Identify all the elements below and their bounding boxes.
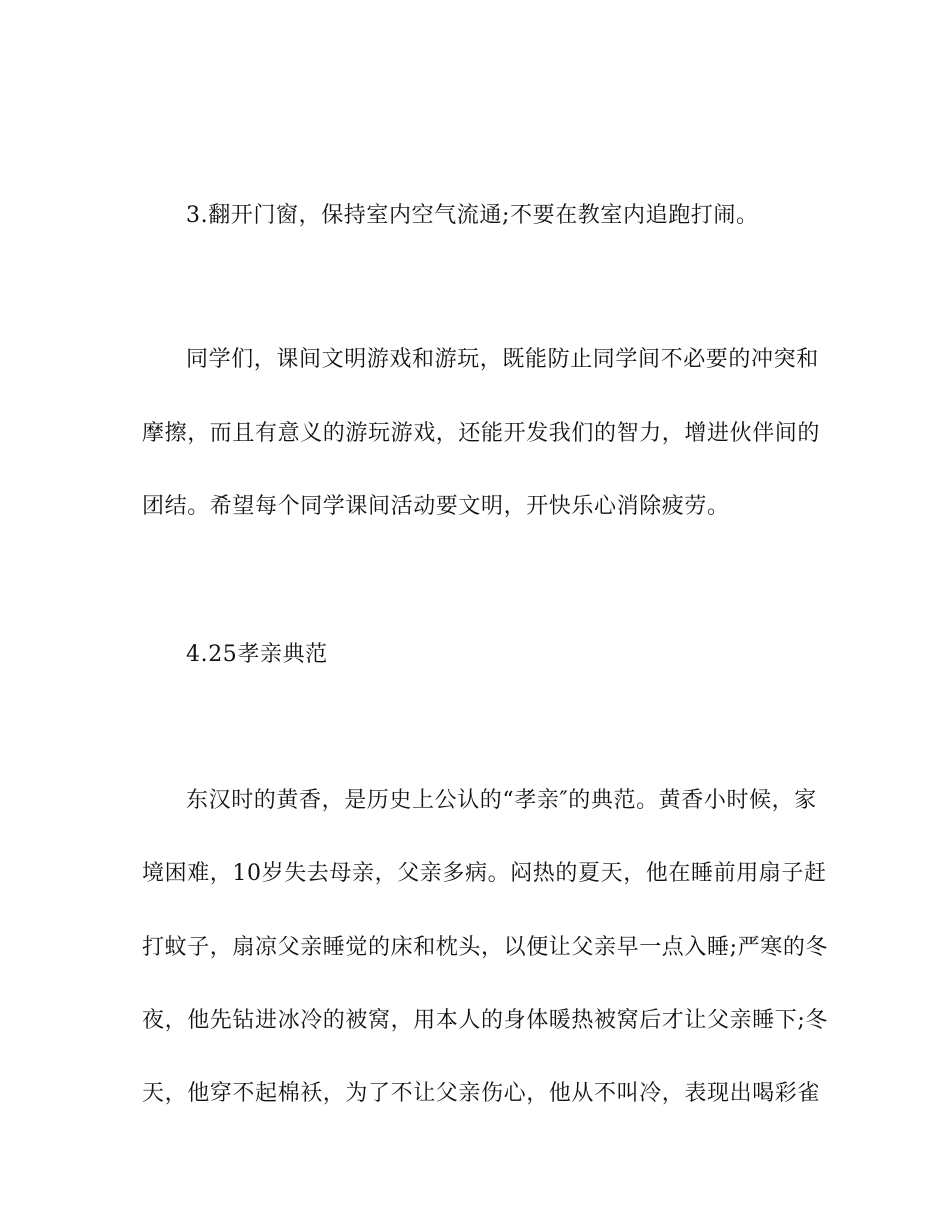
list-item-3: 3.翻开门窗，保持室内空气流通;不要在教室内追跑打闹。 (186, 203, 759, 228)
paragraph-2-line-5: 天，他穿不起棉袄，为了不让父亲伤心，他从不叫冷，表现出喝彩雀 (142, 1081, 821, 1106)
paragraph-1-line-2: 摩擦，而且有意义的游玩游戏，还能开发我们的智力，增进伙伴间的 (142, 421, 821, 446)
paragraph-2-line-1: 东汉时的黄香，是历史上公认的“孝亲″的典范。黄香小时候，家 (186, 788, 817, 813)
paragraph-2-line-4: 夜，他先钻进冰冷的被窝，用本人的身体暖热被窝后才让父亲睡下;冬 (142, 1008, 829, 1033)
paragraph-2-line-2: 境困难，10岁失去母亲，父亲多病。闷热的夏天，他在睡前用扇子赶 (142, 861, 827, 886)
paragraph-1-line-1: 同学们，课间文明游戏和游玩，既能防止同学间不必要的冲突和 (186, 347, 819, 372)
section-heading: 4.25孝亲典范 (186, 642, 328, 667)
paragraph-1-line-3: 团结。希望每个同学课间活动要文明，开快乐心消除疲劳。 (142, 494, 730, 519)
paragraph-2-line-3: 打蚊子，扇凉父亲睡觉的床和枕头，以便让父亲早一点入睡;严寒的冬 (142, 935, 829, 960)
